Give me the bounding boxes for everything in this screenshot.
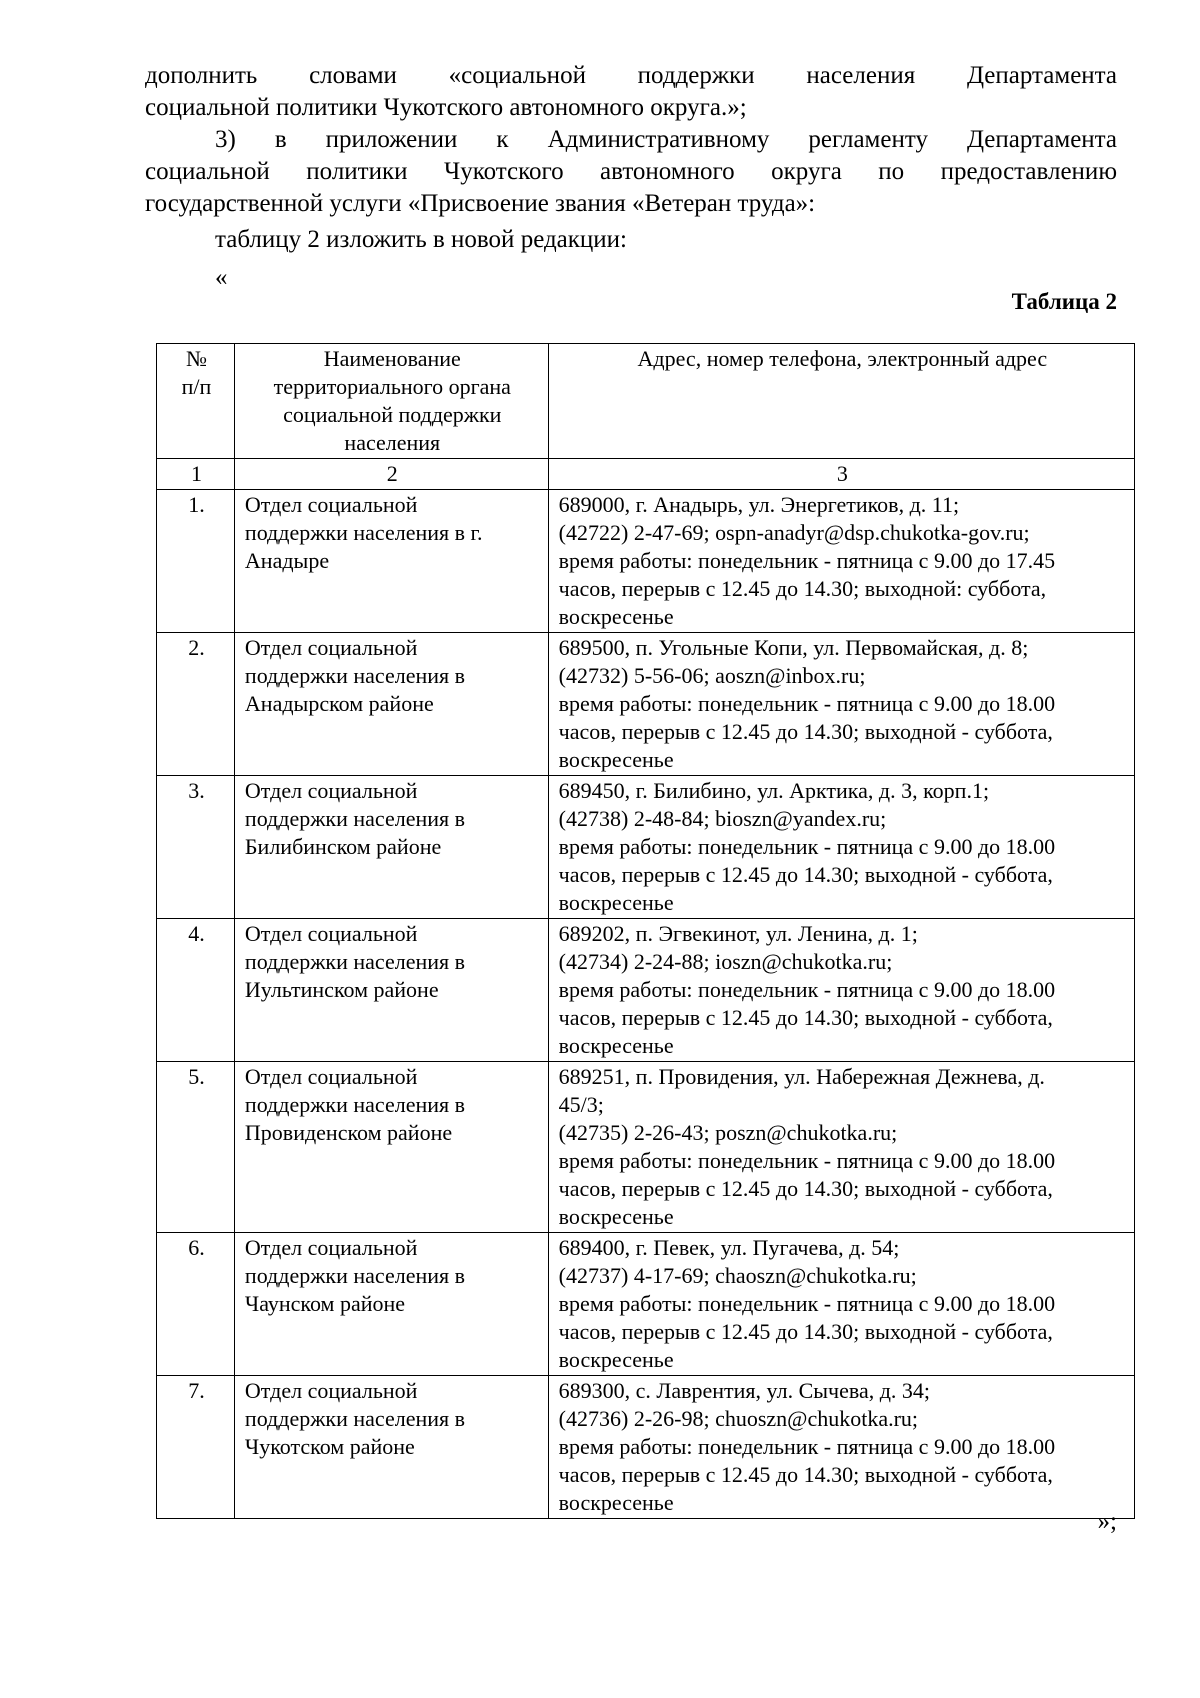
office-address	[548, 633, 1134, 776]
office-address-line: 689202, п. Эгвекинот, ул. Ленина, д. 1;	[558, 921, 918, 946]
office-name-line: Отдел социальной	[244, 1378, 418, 1403]
row-number: 5.	[157, 1062, 235, 1233]
table-row	[157, 919, 1135, 1062]
office-name-line: Чаунском районе	[244, 1291, 406, 1316]
row-number: 1.	[157, 490, 235, 633]
office-address-line: воскресенье	[558, 1033, 674, 1058]
office-address	[548, 1376, 1134, 1519]
office-address-line: (42734) 2-24-88; ioszn@chukotka.ru;	[558, 949, 893, 974]
office-name-line: поддержки населения в	[244, 663, 466, 688]
office-name-line: Отдел социальной	[244, 492, 418, 517]
office-name-line: Провиденском районе	[244, 1120, 453, 1145]
office-address-line: время работы: понедельник - пятница с 9.00 до 18.00	[558, 1148, 1056, 1173]
office-name	[234, 490, 548, 633]
intro-line: социальной политики Чукотского автономного округа.»;	[145, 94, 747, 121]
office-address-line: время работы: понедельник - пятница с 9.00 до 18.00	[558, 977, 1056, 1002]
closing-quote: »;	[1097, 1508, 1117, 1535]
column-number-row	[157, 459, 1135, 490]
row-number: 3.	[157, 776, 235, 919]
office-name	[234, 919, 548, 1062]
office-address-line: часов, перерыв с 12.45 до 14.30; выходной - суббота,	[558, 862, 1053, 887]
office-address-line: воскресенье	[558, 1204, 674, 1229]
office-address-line: 689251, п. Провидения, ул. Набережная Дежнева, д.	[558, 1064, 1045, 1089]
office-name-line: Билибинском районе	[244, 834, 442, 859]
office-address-line: (42738) 2-48-84; bioszn@yandex.ru;	[558, 806, 887, 831]
office-address-line: 689000, г. Анадырь, ул. Энергетиков, д. 11;	[558, 492, 960, 517]
header-name-line: населения	[344, 430, 441, 455]
office-name-line: поддержки населения в	[244, 806, 466, 831]
header-num	[157, 344, 235, 459]
office-address-line: (42735) 2-26-43; poszn@chukotka.ru;	[558, 1120, 898, 1145]
office-address	[548, 776, 1134, 919]
row-number: 4.	[157, 919, 235, 1062]
table-row	[157, 490, 1135, 633]
office-name-line: Чукотском районе	[244, 1434, 415, 1459]
office-address	[548, 919, 1134, 1062]
header-address: Адрес, номер телефона, электронный адрес	[548, 344, 1134, 459]
opening-quote: «	[215, 264, 228, 291]
office-address-line: часов, перерыв с 12.45 до 14.30; выходной - суббота,	[558, 1462, 1053, 1487]
header-name-line: Наименование	[323, 346, 461, 371]
item3-line: государственной услуги «Присвоение звания «Ветеран труда»:	[145, 190, 816, 217]
row-number: 2.	[157, 633, 235, 776]
table-row	[157, 776, 1135, 919]
office-address-line: (42737) 4-17-69; chaoszn@chukotka.ru;	[558, 1263, 917, 1288]
office-name-line: Иультинском районе	[244, 977, 439, 1002]
office-address-line: воскресенье	[558, 604, 674, 629]
table-caption: Таблица 2	[1011, 289, 1117, 314]
instruction-paragraph	[215, 224, 1117, 256]
office-address-line: часов, перерыв с 12.45 до 14.30; выходной - суббота,	[558, 1176, 1053, 1201]
header-name-line: территориального органа	[273, 374, 511, 399]
header-name-line: социальной поддержки	[283, 402, 502, 427]
item3-line: 3) в приложении к Административному регламенту Департамента	[215, 126, 1117, 153]
office-name-line: поддержки населения в	[244, 1263, 466, 1288]
table-row	[157, 1376, 1135, 1519]
office-name-line: поддержки населения в	[244, 1406, 466, 1431]
intro-line: дополнить словами «социальной поддержки населения Департамента	[145, 62, 1117, 89]
office-address-line: часов, перерыв с 12.45 до 14.30; выходной: суббота,	[558, 576, 1047, 601]
office-name-line: Отдел социальной	[244, 778, 418, 803]
office-address-line: часов, перерыв с 12.45 до 14.30; выходной - суббота,	[558, 719, 1053, 744]
office-address-line: воскресенье	[558, 747, 674, 772]
office-name-line: Отдел социальной	[244, 1235, 418, 1260]
office-name-line: поддержки населения в	[244, 1092, 466, 1117]
header-name	[234, 344, 548, 459]
office-address-line: воскресенье	[558, 890, 674, 915]
office-address-line: (42736) 2-26-98; chuoszn@chukotka.ru;	[558, 1406, 919, 1431]
intro-paragraph	[145, 60, 1117, 124]
item3-line: социальной политики Чукотского автономного округа по предоставлению	[145, 158, 1117, 185]
instruction-line: таблицу 2 изложить в новой редакции:	[215, 226, 627, 253]
office-name-line: Отдел социальной	[244, 921, 418, 946]
office-name	[234, 776, 548, 919]
table-row	[157, 1062, 1135, 1233]
office-name-line: Отдел социальной	[244, 635, 418, 660]
office-address-line: время работы: понедельник - пятница с 9.00 до 17.45	[558, 548, 1056, 573]
office-address-line: часов, перерыв с 12.45 до 14.30; выходной - суббота,	[558, 1005, 1053, 1030]
office-name-line: Анадырском районе	[244, 691, 434, 716]
office-address	[548, 490, 1134, 633]
table-row	[157, 1233, 1135, 1376]
office-address-line: время работы: понедельник - пятница с 9.00 до 18.00	[558, 1434, 1056, 1459]
col-number: 1	[157, 459, 235, 490]
office-address-line: воскресенье	[558, 1347, 674, 1372]
office-address-line: (42722) 2-47-69; ospn-anadyr@dsp.chukotka-gov.ru;	[558, 520, 1030, 545]
row-number: 7.	[157, 1376, 235, 1519]
office-address-line: воскресенье	[558, 1490, 674, 1515]
office-address-line: часов, перерыв с 12.45 до 14.30; выходной - суббота,	[558, 1319, 1053, 1344]
col-number: 3	[548, 459, 1134, 490]
office-name-line: Анадыре	[244, 548, 330, 573]
office-address-line: 689450, г. Билибино, ул. Арктика, д. 3, корп.1;	[558, 778, 990, 803]
office-address-line: (42732) 5-56-06; aoszn@inbox.ru;	[558, 663, 866, 688]
table-header-row	[157, 344, 1135, 459]
office-name	[234, 1233, 548, 1376]
office-address-line: время работы: понедельник - пятница с 9.00 до 18.00	[558, 1291, 1056, 1316]
office-name	[234, 633, 548, 776]
office-name-line: Отдел социальной	[244, 1064, 418, 1089]
office-address-line: 689500, п. Угольные Копи, ул. Первомайская, д. 8;	[558, 635, 1029, 660]
header-num-line: №	[185, 346, 207, 371]
office-address-line: 45/3;	[558, 1092, 604, 1117]
col-number: 2	[234, 459, 548, 490]
office-name-line: поддержки населения в	[244, 949, 466, 974]
office-address-line: время работы: понедельник - пятница с 9.00 до 18.00	[558, 691, 1056, 716]
item3-paragraph	[145, 124, 1117, 220]
office-address-line: 689400, г. Певек, ул. Пугачева, д. 54;	[558, 1235, 900, 1260]
table-row	[157, 633, 1135, 776]
office-name-line: поддержки населения в г.	[244, 520, 483, 545]
office-name	[234, 1062, 548, 1233]
row-number: 6.	[157, 1233, 235, 1376]
office-name	[234, 1376, 548, 1519]
offices-table	[156, 343, 1135, 1519]
office-address-line: время работы: понедельник - пятница с 9.00 до 18.00	[558, 834, 1056, 859]
office-address	[548, 1062, 1134, 1233]
office-address-line: 689300, с. Лаврентия, ул. Сычева, д. 34;	[558, 1378, 931, 1403]
office-address	[548, 1233, 1134, 1376]
header-num-line: п/п	[181, 374, 212, 399]
